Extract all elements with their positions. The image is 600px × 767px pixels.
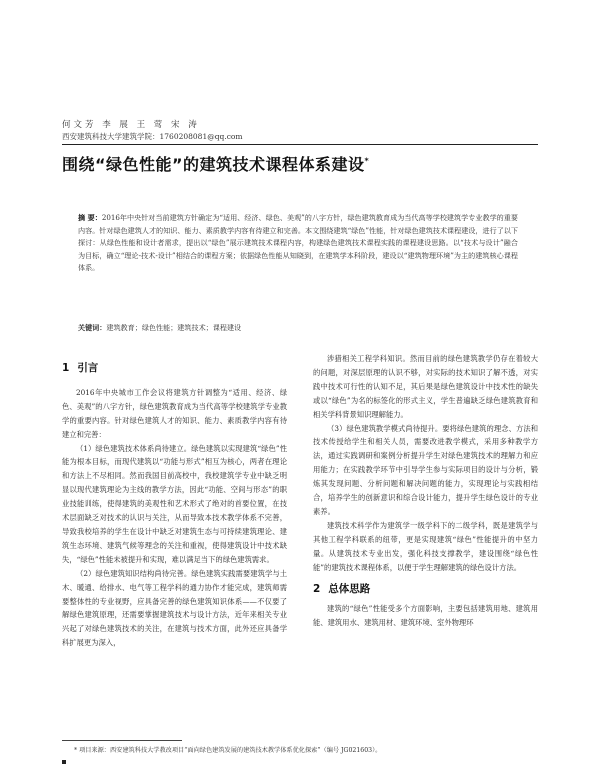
abstract-text: 2016年中央针对当前建筑方针确定为“适用、经济、绿色、美观”的八字方针，绿色建筑教育成为当代高等学校建筑学专业教学的重要内容。针对绿色建筑人才的知识、能力、素质教学内容有待建立和完善。本文围绕建筑“绿色”性能，针对绿色建筑技术课程建设，进行了以下探讨：从绿色性能和设计者需求，提出以“绿色”展示建筑技术课程内容，构建绿色建筑技术课程实践的课程建设思路。以“技术与设计”融合为目标，确立“理论-技术-设计”相结合的课程方案；依据绿色性能从知晓到，在建筑学本科阶段，建设以“建筑物理环境”为主的建筑核心课程体系。	[78, 213, 518, 273]
section-number: 2	[313, 582, 321, 595]
footnote-text: 项目来源：西安建筑科技大学教改项目“面向绿色建筑发展的建筑技术教学体系优化探索”（编号 JG021603）。	[79, 747, 382, 754]
section-number: 1	[62, 362, 70, 374]
title-footnote-marker: *	[364, 156, 370, 166]
abstract	[78, 212, 518, 275]
keywords-label: 关键词：	[78, 323, 107, 332]
section-heading-intro	[62, 362, 287, 376]
author-affiliation: 西安建筑科技大学建筑学院：1760208081@qq.com	[62, 132, 243, 141]
footnote-divider	[62, 740, 182, 741]
section-heading-approach	[313, 583, 538, 597]
paragraph: （2）绿色建筑知识结构尚待完善。绿色建筑实践需要建筑学与土木、暖通、给排水、电气等工程学科的通力协作才能完成，建筑师需要整体性的专业视野，应具备完善的绿色建筑知识体系——不仅要了解绿色建筑原理，还需要掌握建筑技术与设计方法，近年来相关专业兴起了对绿色建筑技术的关注，在建筑与技术方面，此外还应具备学科扩展更为深入，	[62, 568, 287, 648]
paper-title	[62, 152, 369, 175]
footnote-marker: *	[74, 747, 78, 754]
page-corner-mark	[62, 760, 66, 764]
abstract-label: 摘 要：	[78, 213, 102, 222]
header-divider	[62, 144, 538, 145]
paragraph: 2016年中央城市工作会议将建筑方针调整为“适用、经济、绿色、美观”的八字方针，绿色建筑教育成为当代高等学校建筑学专业教学的重要内容。针对绿色建筑人才的知识、能力、素质教学内容有待建立和完善：	[62, 387, 287, 439]
paragraph: （1）绿色建筑技术体系尚待建立。绿色建筑以实现建筑“绿色”性能为根本目标，而现代建筑以“功能与形式”相互为核心，两者在理论和方法上不尽相同。然而我国目前高校中，我校建筑学专业中缺乏明显以现代建筑理论为主线的教学方法，因此“功能、空间与形态”的职业技能训练，使得建筑的美观性和艺术形式了绝对的首要位置，在技术层面缺乏对技术的认识与关注，从而导致本技术教学体系不完善，导致我校培养的学生在设计中缺乏对建筑生态与可持续建筑理论、建筑生态环境、建筑气候等理念的关注和重视，使得建筑设计中技术缺失，“绿色”性能未被提升和实现，难以满足当下的绿色建筑需求。	[62, 443, 287, 564]
footnote	[74, 745, 381, 754]
keywords	[78, 323, 518, 333]
section-title: 引言	[77, 362, 99, 374]
paragraph: 涉猎相关工程学科知识。然而目前的绿色建筑教学仍存在着较大的问题，对深层原理的认识不够，对实际的技术知识了解不透，对实践中技术可行性的认知不足，其后果是绿色建筑设计中技术性的缺失或以“绿色”为名的标签化的形式主义，学生普遍缺乏绿色建筑教育和相关学科背景知识理解能力。	[313, 354, 538, 419]
section-title: 总体思路	[328, 582, 371, 595]
paragraph: 建筑技术科学作为建筑学一级学科下的二级学科，既是建筑学与其他工程学科联系的纽带，更是实现建筑“绿色”性能提升的中坚力量。从建筑技术专业出发，强化科技支撑教学，建设围绕“绿色性能”的建筑技术课程体系，以便于学生理解建筑的绿色设计方法。	[313, 520, 538, 572]
paragraph: （3）绿色建筑教学模式尚待提升。要将绿色建筑的理念、方法和技术传授给学生和相关人员，需要改进教学模式，采用多种教学方法，通过实践调研和案例分析提升学生对绿色建筑技术的理解力和应用能力；在实践教学环节中引导学生参与实际项目的设计与分析，锻炼其发现问题、分析问题和解决问题的能力，实现理论与实践相结合，培养学生的创新意识和综合设计能力，提升学生绿色设计的专业素养。	[313, 423, 538, 516]
right-column	[313, 352, 538, 630]
keywords-text: 建筑教育；绿色性能；建筑技术；课程建设	[106, 323, 242, 332]
paragraph: 建筑的“绿色”性能受多个方面影响，主要包括建筑用地、建筑用能、建筑用水、建筑用材、建筑环境、室外物理环	[313, 604, 538, 628]
paper-title-text: 围绕“绿色性能”的建筑技术课程体系建设	[62, 155, 365, 174]
left-column	[62, 360, 287, 650]
author-list: 何文芳 李 展 王 莺 宋 涛	[62, 120, 200, 130]
